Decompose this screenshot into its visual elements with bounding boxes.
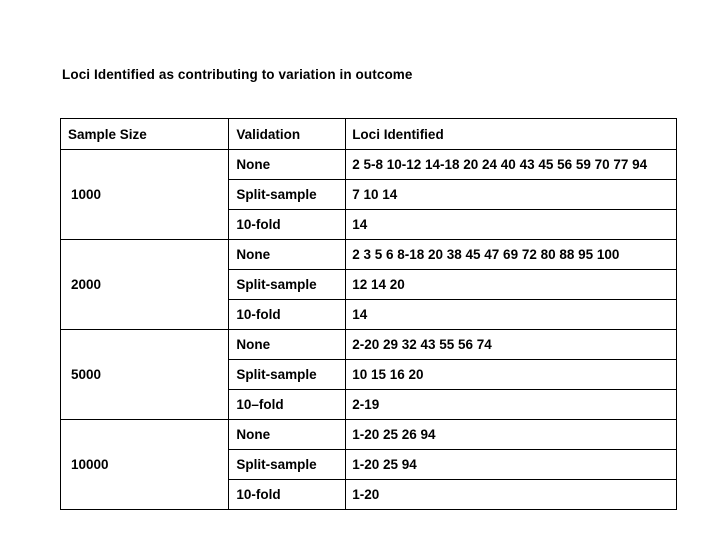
loci-cell: 1-20 25 94 bbox=[346, 450, 677, 480]
validation-cell: None bbox=[229, 150, 346, 180]
loci-cell: 2-20 29 32 43 55 56 74 bbox=[346, 330, 677, 360]
loci-cell: 12 14 20 bbox=[346, 270, 677, 300]
loci-cell: 2 5-8 10-12 14-18 20 24 40 43 45 56 59 70 77 94 bbox=[346, 150, 677, 180]
sample-size-value: 5000 bbox=[71, 367, 102, 382]
table-row bbox=[61, 150, 677, 180]
validation-cell: Split-sample bbox=[229, 180, 346, 210]
loci-cell: 2 3 5 6 8-18 20 38 45 47 69 72 80 88 95 100 bbox=[346, 240, 677, 270]
table-row bbox=[61, 240, 677, 270]
header-sample-size: Sample Size bbox=[61, 119, 229, 150]
loci-cell: 1-20 bbox=[346, 480, 677, 510]
header-row bbox=[61, 119, 677, 150]
loci-cell: 7 10 14 bbox=[346, 180, 677, 210]
sample-size-value: 1000 bbox=[71, 187, 102, 202]
validation-cell: Split-sample bbox=[229, 360, 346, 390]
header-validation: Validation bbox=[229, 119, 346, 150]
validation-cell: None bbox=[229, 420, 346, 450]
sample-size-cell bbox=[61, 150, 229, 240]
loci-table bbox=[60, 118, 677, 510]
sample-size-cell bbox=[61, 420, 229, 510]
validation-cell: None bbox=[229, 240, 346, 270]
loci-cell: 14 bbox=[346, 210, 677, 240]
loci-cell: 1-20 25 26 94 bbox=[346, 420, 677, 450]
validation-cell: 10-fold bbox=[229, 480, 346, 510]
validation-cell: 10-fold bbox=[229, 300, 346, 330]
validation-cell: Split-sample bbox=[229, 270, 346, 300]
table-row bbox=[61, 420, 677, 450]
header-loci-identified: Loci Identified bbox=[346, 119, 677, 150]
table-row bbox=[61, 330, 677, 360]
loci-cell: 2-19 bbox=[346, 390, 677, 420]
sample-size-cell bbox=[61, 330, 229, 420]
sample-size-value: 10000 bbox=[71, 457, 109, 472]
sample-size-cell bbox=[61, 240, 229, 330]
validation-cell: 10–fold bbox=[229, 390, 346, 420]
validation-cell: 10-fold bbox=[229, 210, 346, 240]
validation-cell: None bbox=[229, 330, 346, 360]
loci-cell: 10 15 16 20 bbox=[346, 360, 677, 390]
loci-cell: 14 bbox=[346, 300, 677, 330]
sample-size-value: 2000 bbox=[71, 277, 102, 292]
validation-cell: Split-sample bbox=[229, 450, 346, 480]
page-title: Loci Identified as contributing to variation in outcome bbox=[62, 67, 413, 82]
